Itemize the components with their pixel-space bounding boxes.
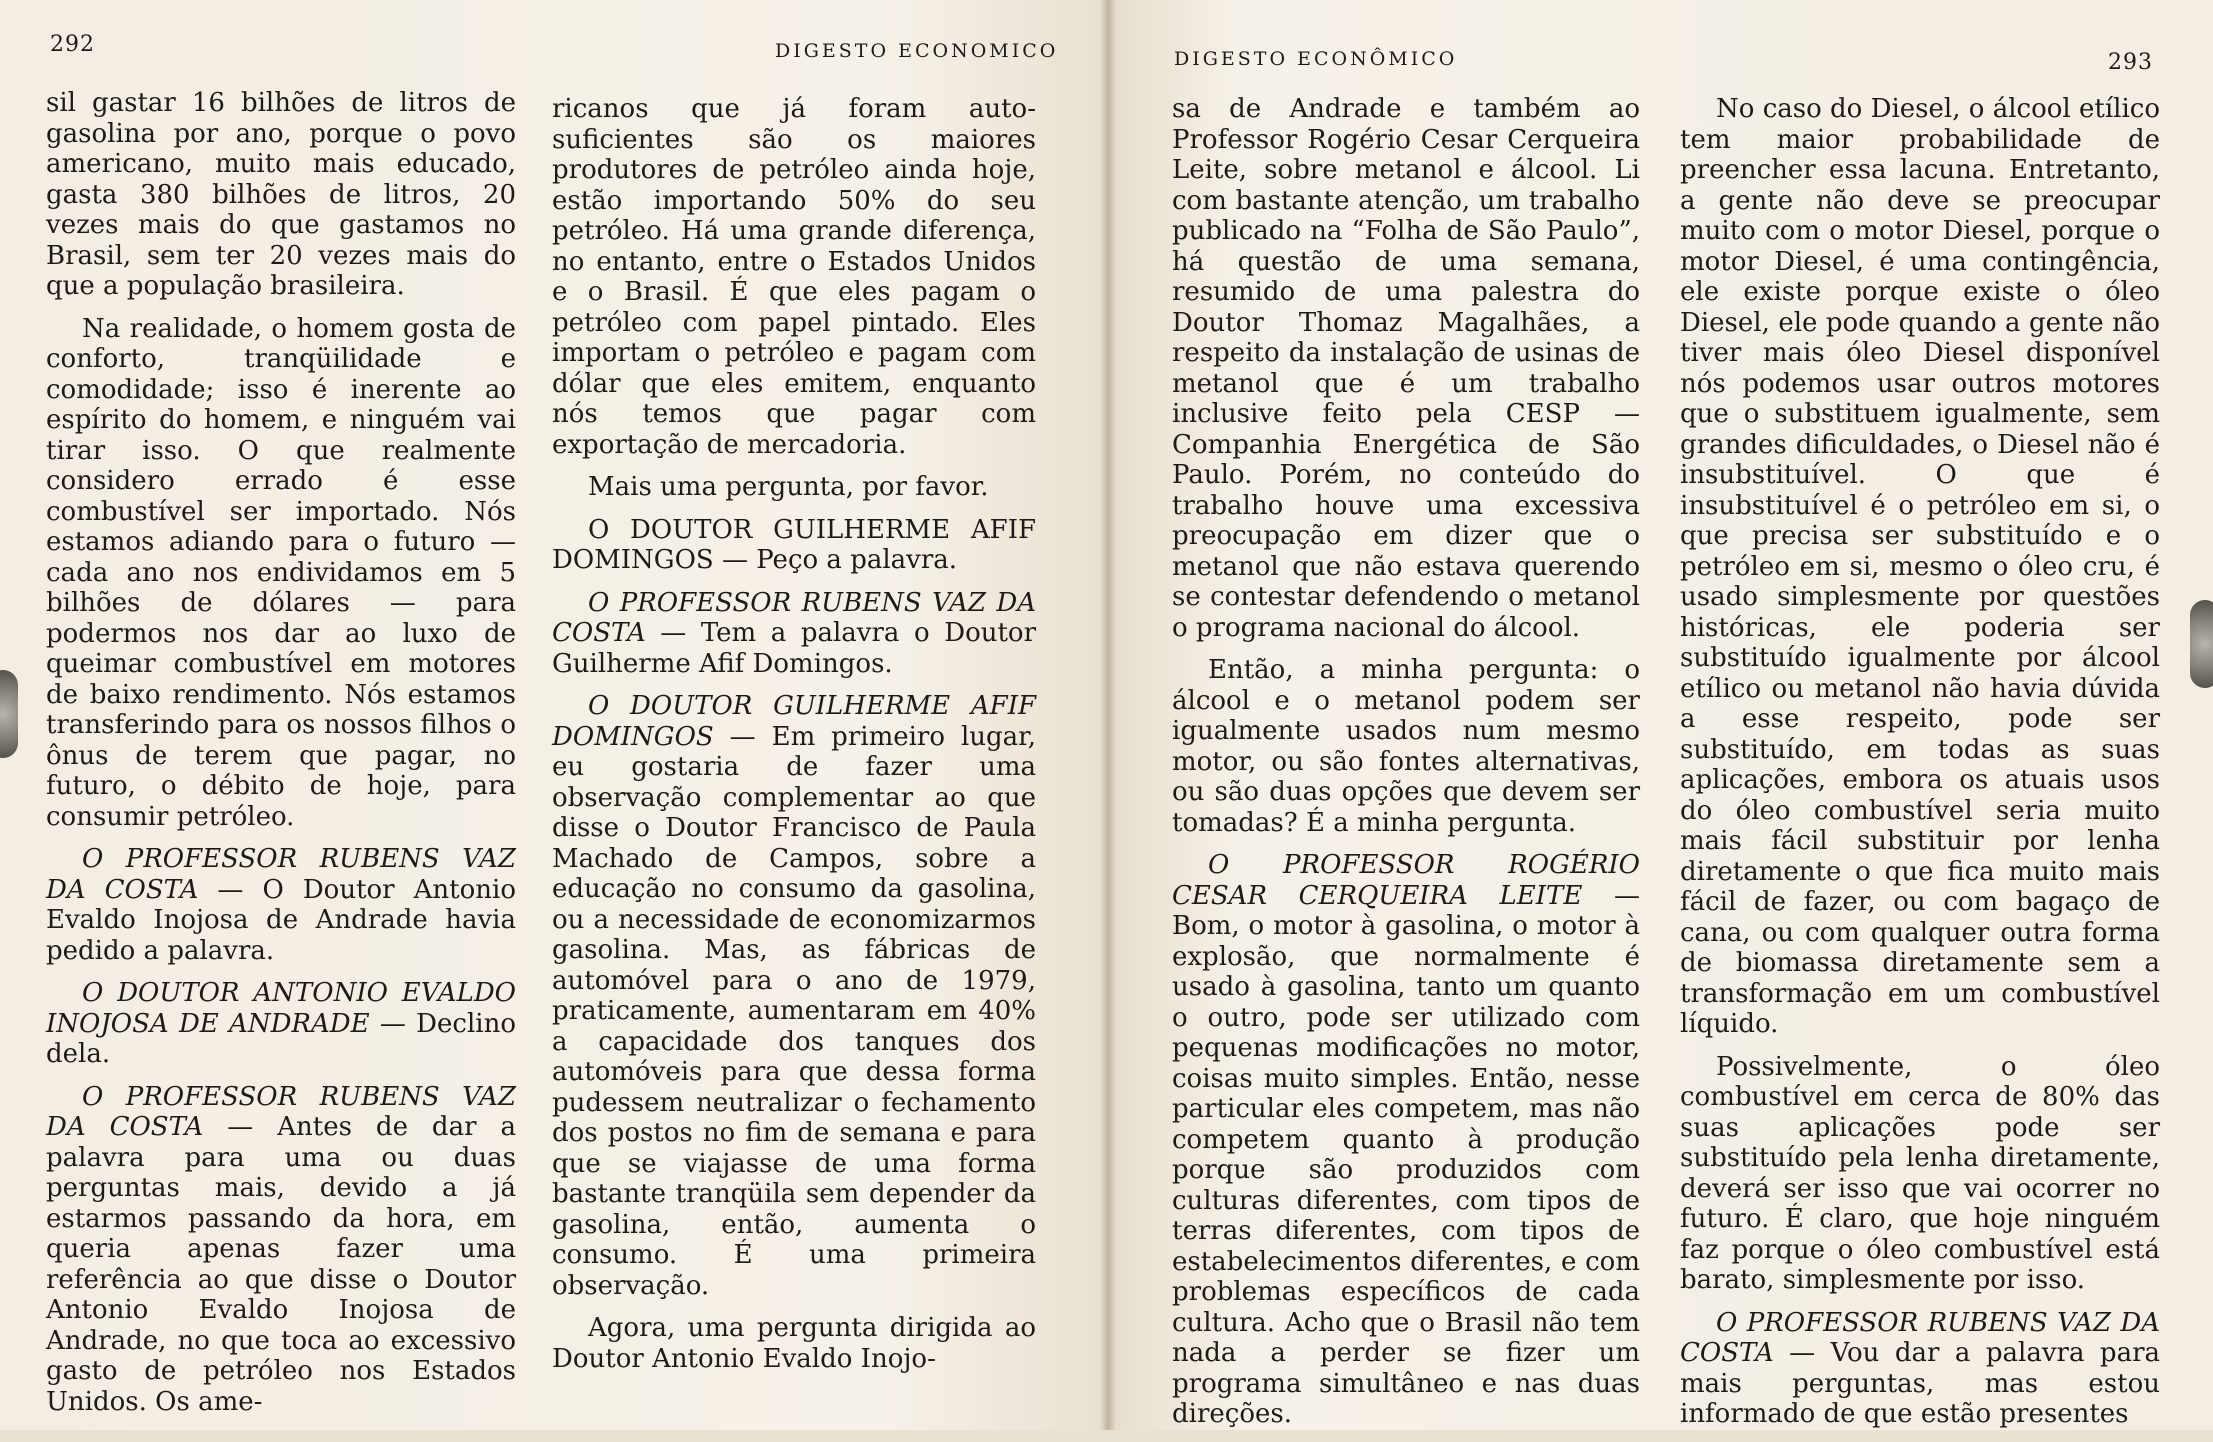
- book-gutter: [1100, 0, 1116, 1430]
- paragraph: Então, a minha pergunta: o álcool e o metanol podem ser igualmente usados num mesmo motor, ou são fontes alternativas, ou são duas opções que devem ser tomadas? É a minha pergunta.: [1172, 655, 1640, 838]
- speech-paragraph: [1172, 850, 1640, 1430]
- speaker-name: O PROFESSOR RUBENS VAZ DA COSTA: [1680, 1307, 2160, 1368]
- column-1: [46, 88, 516, 1429]
- column-3: [1172, 94, 1640, 1442]
- speech-text: — Bom, o motor à gasolina, o motor à explosão, que normalmente é usado à gasolina, tanto um quanto o outro, pode ser utilizado com pequenas modificações no motor, coisas muito simples. Então, nesse particular eles competem, mas não competem quanto à produção porque são produzidos com culturas diferentes, com tipos de terras diferentes, com tipos de estabelecimentos diferentes, e com problemas específicos de cada cultura. Acho que o Brasil não tem nada a perder se fizer um programa simultâneo e nas duas direções.: [1172, 880, 1641, 1429]
- speech-paragraph: [46, 978, 516, 1070]
- paragraph: Agora, uma pergunta dirigida ao Doutor Antonio Evaldo Inojo-: [552, 1313, 1036, 1374]
- speaker-name: O PROFESSOR RUBENS VAZ DA COSTA: [46, 844, 516, 905]
- speaker-name: O PROFESSOR ROGÉRIO CESAR CERQUEIRA LEITE: [1172, 850, 1640, 911]
- speech-paragraph: [46, 844, 516, 966]
- column-4: [1680, 94, 2160, 1442]
- speech-text: — Vou dar a palavra para mais perguntas, mas estou informado de que estão presentes: [1680, 1338, 2160, 1429]
- speaker-name: O DOUTOR GUILHERME AFIF DOMINGOS: [552, 691, 1036, 752]
- paragraph: Mais uma pergunta, por favor.: [588, 472, 989, 502]
- speech-text: — Em primeiro lugar, eu gostaria de fazer uma observação complementar ao que disse o Doutor Francisco de Paula Machado de Campos, sobre a educação no consumo da gasolina, ou a necessidade de economizarmos gasolina. Mas, as fábricas de automóvel para o ano de 1979, praticamente, aumentaram em 40% a capacidade dos tanques dos automóveis para que dessa forma pudessem neutralizar o fechamento dos postos no fim de semana e para que se viajasse de uma forma bastante tranqüila sem depender da gasolina, então, aumenta o consumo. É uma primeira observação.: [552, 721, 1036, 1301]
- speech-paragraph: [552, 588, 1036, 680]
- paragraph: sil gastar 16 bilhões de litros de gasolina por ano, porque o povo americano, muito mais educado, gasta 380 bilhões de litros, 20 vezes mais do que gastamos no Brasil, sem ter 20 vezes mais do que a população brasileira.: [46, 88, 516, 301]
- speaker-name: O PROFESSOR RUBENS VAZ DA COSTA: [552, 587, 1036, 648]
- paragraph: No caso do Diesel, o álcool etílico tem maior probabilidade de preencher essa lacuna. Entretanto, a gente não deve se preocupar muito com o motor Diesel, porque o motor Diesel, é uma contingência, ele existe porque existe o óleo Diesel, ele pode quando a gente não tiver mais óleo Diesel disponível nós podemos usar outros motores que o substituem igualmente, sem grandes dificuldades, o Diesel não é insubstituível. O que é insubstituível é o petróleo em si, o que precisa ser substituído e o petróleo em si, mesmo o óleo cru, é usado simplesmente por questões históricas, ele poderia ser substituído igualmente por álcool etílico ou metanol não havia dúvida a esse respeito, pode ser substituído, em todas as suas aplicações, embora os atuais usos do óleo combustível seria muito mais fácil substituir por lenha diretamente o que fica muito mais fácil de fazer, ou com bagaço de cana, ou com qualquer outra forma de biomassa diretamente sem a transformação em um combustível líquido.: [1680, 94, 2160, 1039]
- running-head-left: DIGESTO ECONOMICO: [775, 40, 1059, 62]
- speech-text: — Declino dela.: [46, 1008, 516, 1069]
- binding-clip-left: [0, 670, 18, 758]
- binding-clip-right: [2190, 600, 2213, 688]
- paragraph: Possivelmente, o óleo combustível em cerca de 80% das suas aplicações pode ser substituído pela lenha diretamente, deverá ser isso que vai ocorrer no futuro. É claro, que hoje ninguém faz porque o óleo combustível está barato, simplesmente por isso.: [1680, 1051, 2160, 1295]
- speech-paragraph: [552, 691, 1036, 1301]
- speech-text: — Tem a palavra o Doutor Guilherme Afif Domingos.: [552, 618, 1036, 679]
- speech-text: — O Doutor Antonio Evaldo Inojosa de Andrade havia pedido a palavra.: [46, 874, 516, 966]
- left-page: [0, 0, 1108, 1430]
- speech-paragraph: [46, 1082, 516, 1418]
- speaker-name: O DOUTOR ANTONIO EVALDO INOJOSA DE ANDRADE: [46, 978, 516, 1039]
- right-page: [1108, 0, 2213, 1430]
- page-number-left: 292: [50, 32, 95, 57]
- column-2: [552, 94, 1036, 1386]
- paragraph: O DOUTOR GUILHERME AFIF DOMINGOS — Peço a palavra.: [552, 514, 1036, 575]
- speaker-name: O PROFESSOR RUBENS VAZ DA COSTA: [46, 1081, 516, 1142]
- page-number-right: 293: [2108, 50, 2153, 75]
- speech-text: — Antes de dar a palavra para uma ou duas perguntas mais, devido a já estarmos passando da hora, em queria apenas fazer uma referência ao que disse o Doutor Antonio Evaldo Inojosa de Andrade, no que toca ao excessivo gasto de petróleo nos Estados Unidos. Os ame-: [46, 1112, 516, 1417]
- paragraph: sa de Andrade e também ao Professor Rogério Cesar Cerqueira Leite, sobre metanol e álcool. Li com bastante atenção, um trabalho publicado na “Folha de São Paulo”, há questão de uma semana, resumido de uma palestra do Doutor Thomaz Magalhães, a respeito da instalação de usinas de metanol que é um trabalho inclusive feito pela CESP — Companhia Energética de São Paulo. Porém, no conteúdo do trabalho houve uma excessiva preocupação em dizer que o metanol que não estava querendo se contestar defendendo o metanol o programa nacional do álcool.: [1172, 94, 1640, 643]
- paragraph: ricanos que já foram auto-suficientes são os maiores produtores de petróleo ainda hoje, estão importando 50% do seu petróleo. Há uma grande diferença, no entanto, entre o Estados Unidos e o Brasil. É que eles pagam o petróleo com papel pintado. Eles importam o petróleo e pagam com dólar que eles emitem, enquanto nós temos que pagar com exportação de mercadoria.: [552, 94, 1036, 460]
- running-head-right: DIGESTO ECONÔMICO: [1174, 48, 1458, 70]
- paragraph: Na realidade, o homem gosta de conforto, tranqüilidade e comodidade; isso é inerente ao espírito do homem, e ninguém vai tirar isso. O que realmente considero errado é esse combustível ser importado. Nós estamos adiando para o futuro — cada ano nos endividamos em 5 bilhões de dólares — para podermos nos dar ao luxo de queimar combustível em motores de baixo rendimento. Nós estamos transferindo para os nossos filhos o ônus de terem que pagar, no futuro, o débito de hoje, para consumir petróleo.: [46, 313, 516, 832]
- speech-paragraph: [1680, 1308, 2160, 1430]
